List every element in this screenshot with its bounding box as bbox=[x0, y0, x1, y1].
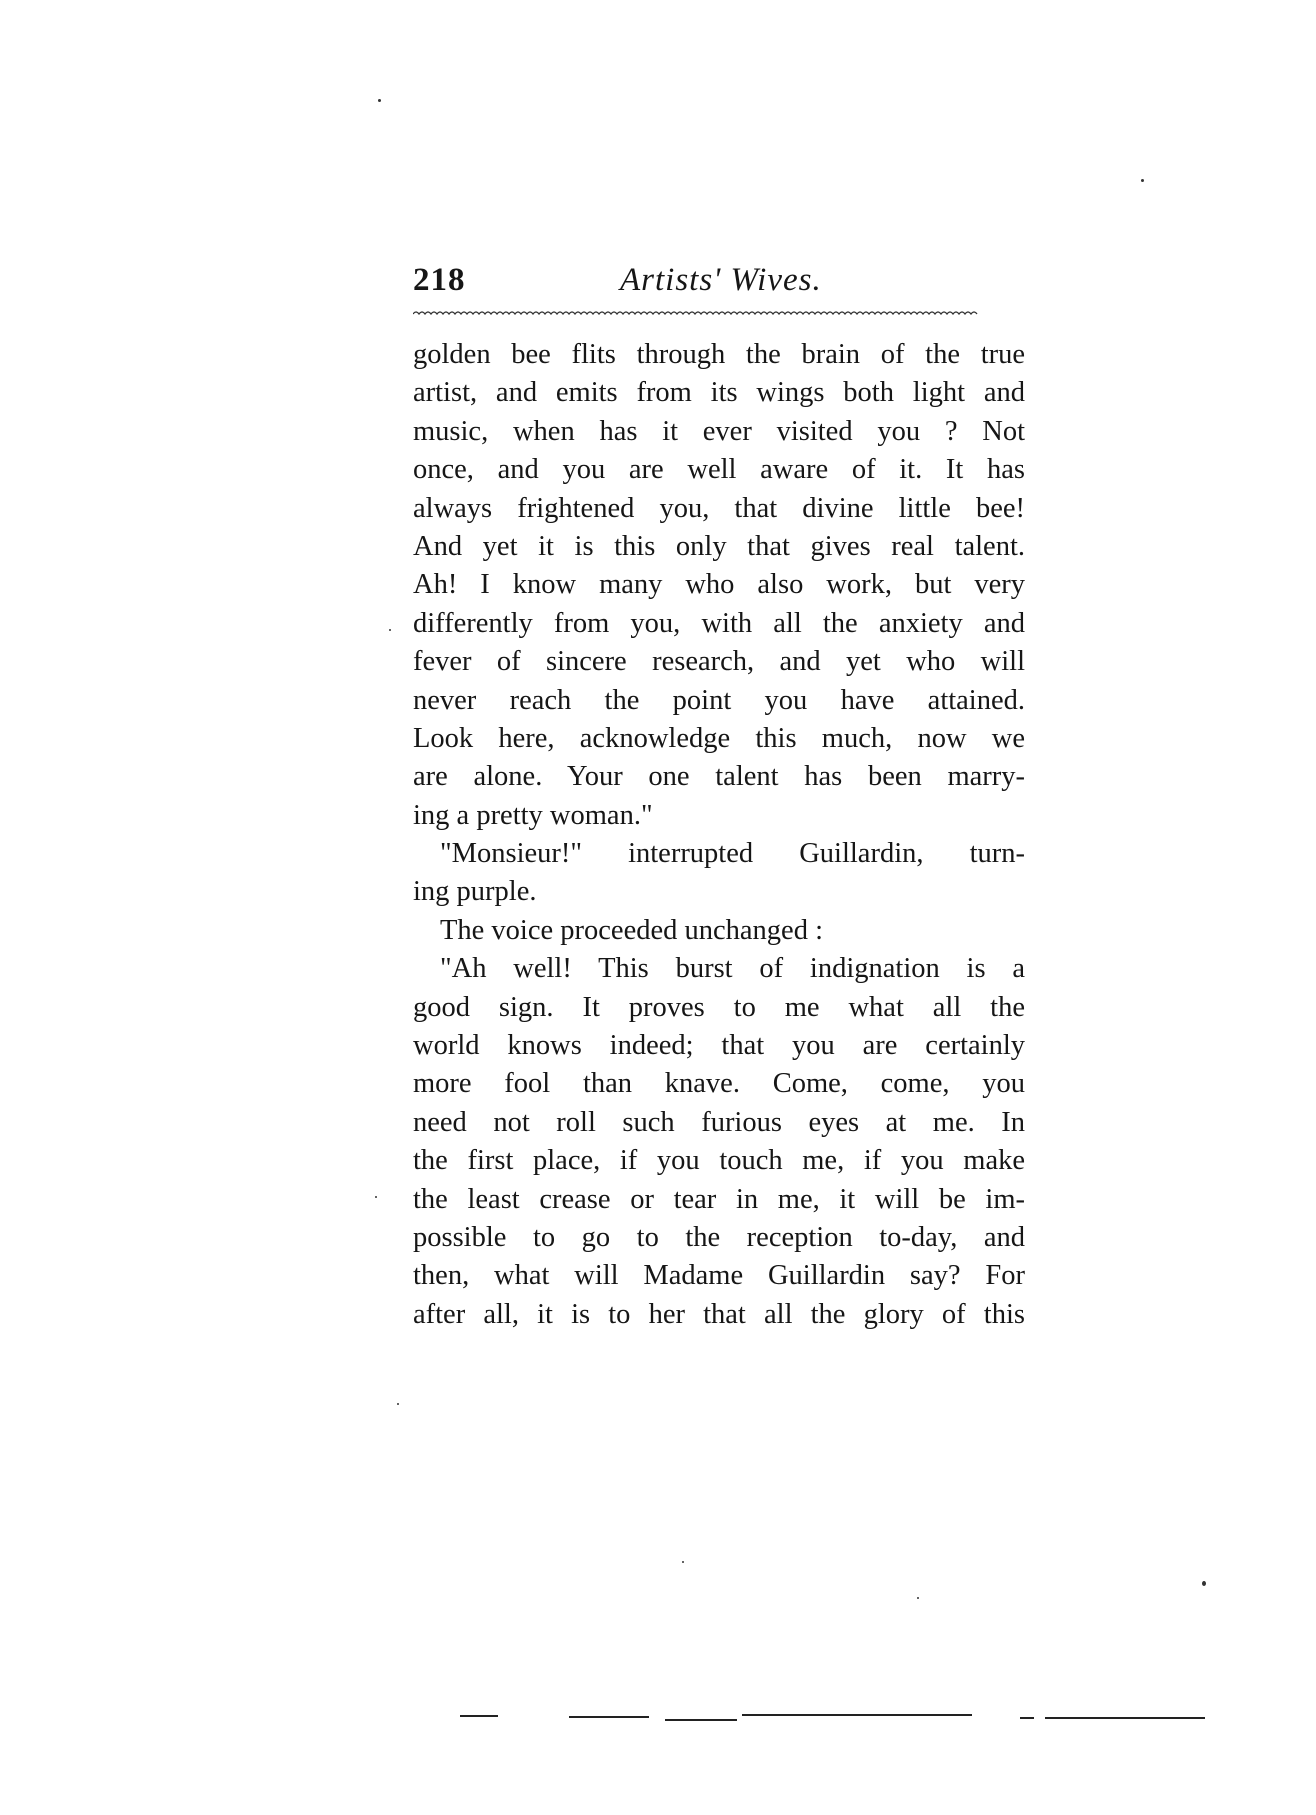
text-line: the least crease or tear in me, it will be im- bbox=[413, 1183, 1025, 1215]
text-line: always frightened you, that divine little bee! bbox=[413, 492, 1025, 524]
text-line: world knows indeed; that you are certainly bbox=[413, 1030, 1025, 1062]
scan-bottom-mark bbox=[1020, 1717, 1034, 1719]
text-line: Look here, acknowledge this much, now we bbox=[413, 722, 1025, 754]
scan-speck bbox=[1202, 1581, 1206, 1586]
scan-speck bbox=[389, 629, 391, 631]
decorative-wavy-rule bbox=[413, 309, 1025, 317]
text-line: Ah! I know many who also work, but very bbox=[413, 569, 1025, 601]
scan-speck bbox=[917, 1597, 919, 1599]
text-line: are alone. Your one talent has been marry- bbox=[413, 761, 1025, 793]
text-line: after all, it is to her that all the glory of this bbox=[413, 1298, 1025, 1330]
running-title: Artists' Wives. bbox=[620, 262, 822, 298]
page-number: 218 bbox=[413, 262, 466, 298]
text-line: And yet it is this only that gives real talent. bbox=[413, 530, 1025, 562]
scan-bottom-mark bbox=[665, 1719, 737, 1721]
text-line: more fool than knave. Come, come, you bbox=[413, 1068, 1025, 1100]
scan-speck bbox=[1141, 179, 1144, 182]
text-line: never reach the point you have attained. bbox=[413, 684, 1025, 716]
text-line: good sign. It proves to me what all the bbox=[413, 991, 1025, 1023]
scan-bottom-mark bbox=[742, 1714, 972, 1716]
text-line: "Ah well! This burst of indignation is a bbox=[440, 953, 1025, 985]
text-line: artist, and emits from its wings both light and bbox=[413, 377, 1025, 409]
text-line: golden bee flits through the brain of the true bbox=[413, 339, 1025, 370]
scan-bottom-mark bbox=[1045, 1717, 1205, 1719]
scan-bottom-mark bbox=[569, 1716, 649, 1718]
text-line: differently from you, with all the anxiety and bbox=[413, 607, 1025, 639]
text-line: "Monsieur!" interrupted Guillardin, turn- bbox=[440, 838, 1025, 870]
text-line: then, what will Madame Guillardin say? For bbox=[413, 1260, 1025, 1292]
scan-bottom-mark bbox=[460, 1715, 498, 1717]
scan-speck bbox=[378, 99, 381, 102]
text-line: music, when has it ever visited you ? Not bbox=[413, 415, 1025, 447]
page-header bbox=[413, 262, 1025, 306]
scan-speck bbox=[682, 1561, 684, 1563]
text-line: ing a pretty woman." bbox=[413, 799, 653, 831]
text-line: possible to go to the reception to-day, and bbox=[413, 1221, 1025, 1253]
scan-speck bbox=[375, 1196, 377, 1198]
scan-speck bbox=[397, 1403, 399, 1405]
text-line: the first place, if you touch me, if you make bbox=[413, 1145, 1025, 1177]
text-line: ing purple. bbox=[413, 876, 537, 908]
text-line: once, and you are well aware of it. It has bbox=[413, 454, 1025, 486]
text-line: fever of sincere research, and yet who will bbox=[413, 646, 1025, 678]
text-line: need not roll such furious eyes at me. In bbox=[413, 1106, 1025, 1138]
text-line: The voice proceeded unchanged : bbox=[440, 914, 823, 946]
body-text bbox=[413, 336, 1025, 1334]
